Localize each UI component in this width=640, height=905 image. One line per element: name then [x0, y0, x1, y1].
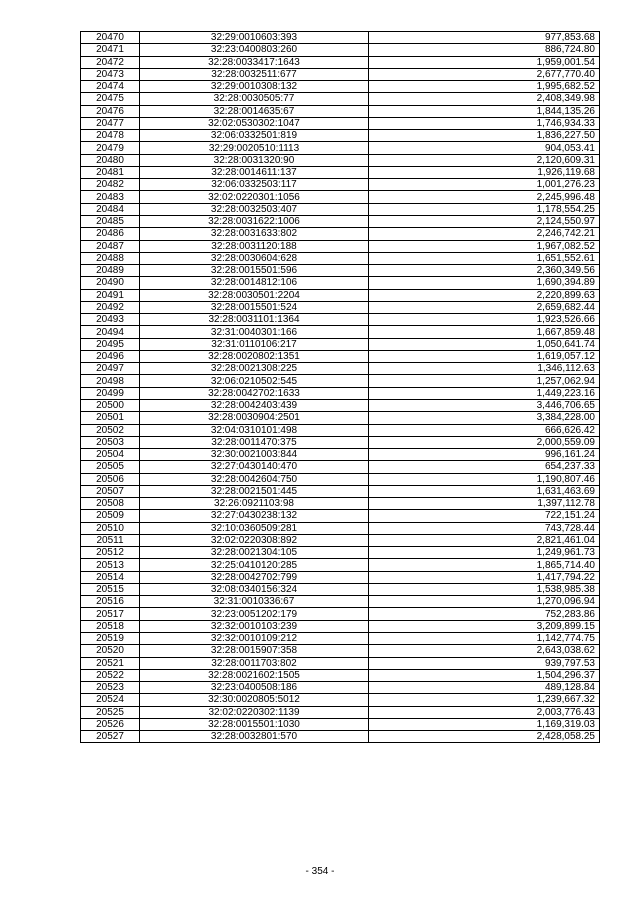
cadastral-code-cell: 32:02:0220301:1056 [140, 191, 369, 203]
table-row [81, 706, 600, 718]
table-row [81, 534, 600, 546]
cadastral-code-cell: 32:02:0220308:892 [140, 534, 369, 546]
amount-cell: 1,690,394.89 [369, 277, 600, 289]
table-row [81, 326, 600, 338]
amount-cell: 904,053.41 [369, 142, 600, 154]
amount-cell: 2,408,349.98 [369, 93, 600, 105]
cadastral-code-cell: 32:28:0021308:225 [140, 363, 369, 375]
cadastral-code-cell: 32:28:0015907:358 [140, 645, 369, 657]
amount-cell: 1,050,641.74 [369, 338, 600, 350]
table-row [81, 633, 600, 645]
table-row [81, 203, 600, 215]
row-number-cell: 20506 [81, 473, 140, 485]
amount-cell: 2,124,550.97 [369, 215, 600, 227]
row-number-cell: 20471 [81, 44, 140, 56]
cadastral-code-cell: 32:28:0021304:105 [140, 547, 369, 559]
table-row [81, 228, 600, 240]
table-row [81, 387, 600, 399]
row-number-cell: 20481 [81, 166, 140, 178]
cadastral-code-cell: 32:28:0030505:77 [140, 93, 369, 105]
table-row [81, 338, 600, 350]
cadastral-code-cell: 32:23:0051202:179 [140, 608, 369, 620]
cadastral-code-cell: 32:28:0042702:799 [140, 571, 369, 583]
row-number-cell: 20510 [81, 522, 140, 534]
table-row [81, 363, 600, 375]
row-number-cell: 20493 [81, 314, 140, 326]
table-row [81, 485, 600, 497]
cadastral-code-cell: 32:27:0430238:132 [140, 510, 369, 522]
table-row [81, 436, 600, 448]
cadastral-code-cell: 32:30:0021003:844 [140, 449, 369, 461]
amount-cell: 1,967,082.52 [369, 240, 600, 252]
row-number-cell: 20509 [81, 510, 140, 522]
row-number-cell: 20526 [81, 718, 140, 730]
row-number-cell: 20491 [81, 289, 140, 301]
table-row [81, 375, 600, 387]
cadastral-code-cell: 32:31:0010336:67 [140, 596, 369, 608]
row-number-cell: 20487 [81, 240, 140, 252]
table-row [81, 44, 600, 56]
amount-cell: 1,504,296.37 [369, 669, 600, 681]
row-number-cell: 20480 [81, 154, 140, 166]
row-number-cell: 20473 [81, 68, 140, 80]
cadastral-code-cell: 32:28:0033417:1643 [140, 56, 369, 68]
row-number-cell: 20502 [81, 424, 140, 436]
amount-cell: 2,220,899.63 [369, 289, 600, 301]
table-row [81, 498, 600, 510]
cadastral-code-cell: 32:28:0011470:375 [140, 436, 369, 448]
table-row [81, 130, 600, 142]
table-row [81, 718, 600, 730]
table-row [81, 350, 600, 362]
row-number-cell: 20498 [81, 375, 140, 387]
row-number-cell: 20474 [81, 81, 140, 93]
table-row [81, 191, 600, 203]
cadastral-code-cell: 32:28:0042702:1633 [140, 387, 369, 399]
row-number-cell: 20494 [81, 326, 140, 338]
row-number-cell: 20492 [81, 301, 140, 313]
cadastral-code-cell: 32:23:0400508:186 [140, 682, 369, 694]
table-row [81, 240, 600, 252]
cadastral-code-cell: 32:25:0410120:285 [140, 559, 369, 571]
amount-cell: 1,190,807.46 [369, 473, 600, 485]
amount-cell: 1,631,463.69 [369, 485, 600, 497]
amount-cell: 1,926,119.68 [369, 166, 600, 178]
cadastral-code-cell: 32:28:0032503:407 [140, 203, 369, 215]
table-row [81, 166, 600, 178]
row-number-cell: 20513 [81, 559, 140, 571]
row-number-cell: 20518 [81, 620, 140, 632]
table-row [81, 179, 600, 191]
amount-cell: 1,746,934.33 [369, 117, 600, 129]
cadastral-code-cell: 32:32:0010103:239 [140, 620, 369, 632]
amount-cell: 489,128.84 [369, 682, 600, 694]
amount-cell: 996,161.24 [369, 449, 600, 461]
amount-cell: 2,360,349.56 [369, 265, 600, 277]
amount-cell: 1,239,667.32 [369, 694, 600, 706]
row-number-cell: 20512 [81, 547, 140, 559]
table-row [81, 93, 600, 105]
amount-cell: 1,844,135.26 [369, 105, 600, 117]
amount-cell: 2,677,770.40 [369, 68, 600, 80]
table-row [81, 314, 600, 326]
amount-cell: 1,667,859.48 [369, 326, 600, 338]
cadastral-code-cell: 32:28:0020802:1351 [140, 350, 369, 362]
table-row [81, 301, 600, 313]
table-row [81, 289, 600, 301]
amount-cell: 1,001,276.23 [369, 179, 600, 191]
table-row [81, 56, 600, 68]
row-number-cell: 20525 [81, 706, 140, 718]
amount-cell: 977,853.68 [369, 32, 600, 44]
cadastral-code-cell: 32:28:0014611:137 [140, 166, 369, 178]
row-number-cell: 20508 [81, 498, 140, 510]
amount-cell: 939,797.53 [369, 657, 600, 669]
amount-cell: 1,270,096.94 [369, 596, 600, 608]
cadastral-code-cell: 32:06:0332503:117 [140, 179, 369, 191]
table-row [81, 449, 600, 461]
table-row [81, 559, 600, 571]
amount-cell: 1,417,794.22 [369, 571, 600, 583]
cadastral-code-cell: 32:32:0010109:212 [140, 633, 369, 645]
table-row [81, 547, 600, 559]
row-number-cell: 20489 [81, 265, 140, 277]
amount-cell: 2,000,559.09 [369, 436, 600, 448]
table-row [81, 154, 600, 166]
table-row [81, 32, 600, 44]
cadastral-code-cell: 32:28:0015501:596 [140, 265, 369, 277]
row-number-cell: 20515 [81, 583, 140, 595]
amount-cell: 1,397,112.78 [369, 498, 600, 510]
row-number-cell: 20478 [81, 130, 140, 142]
cadastral-code-cell: 32:28:0031633:802 [140, 228, 369, 240]
amount-cell: 1,959,001.54 [369, 56, 600, 68]
row-number-cell: 20521 [81, 657, 140, 669]
amount-cell: 1,865,714.40 [369, 559, 600, 571]
table-row [81, 657, 600, 669]
amount-cell: 722,151.24 [369, 510, 600, 522]
row-number-cell: 20522 [81, 669, 140, 681]
table-row [81, 694, 600, 706]
page-number: - 354 - [305, 866, 335, 877]
cadastral-code-cell: 32:28:0031320:90 [140, 154, 369, 166]
table-row [81, 252, 600, 264]
table-row [81, 669, 600, 681]
cadastral-code-cell: 32:04:0310101:498 [140, 424, 369, 436]
table-row [81, 142, 600, 154]
amount-cell: 1,619,057.12 [369, 350, 600, 362]
data-table [80, 31, 600, 743]
table-row [81, 117, 600, 129]
amount-cell: 3,446,706.65 [369, 399, 600, 411]
row-number-cell: 20505 [81, 461, 140, 473]
cadastral-code-cell: 32:31:0110106:217 [140, 338, 369, 350]
row-number-cell: 20475 [81, 93, 140, 105]
amount-cell: 1,169,319.03 [369, 718, 600, 730]
row-number-cell: 20470 [81, 32, 140, 44]
table-row [81, 473, 600, 485]
table-row [81, 399, 600, 411]
row-number-cell: 20490 [81, 277, 140, 289]
cadastral-code-cell: 32:28:0015501:524 [140, 301, 369, 313]
amount-cell: 1,995,682.52 [369, 81, 600, 93]
amount-cell: 1,249,961.73 [369, 547, 600, 559]
row-number-cell: 20503 [81, 436, 140, 448]
cadastral-code-cell: 32:28:0032511:677 [140, 68, 369, 80]
cadastral-code-cell: 32:10:0360509:281 [140, 522, 369, 534]
table-row [81, 105, 600, 117]
table-row [81, 215, 600, 227]
row-number-cell: 20488 [81, 252, 140, 264]
amount-cell: 666,626.42 [369, 424, 600, 436]
table-row [81, 620, 600, 632]
cadastral-code-cell: 32:28:0014812:106 [140, 277, 369, 289]
row-number-cell: 20500 [81, 399, 140, 411]
amount-cell: 1,449,223.16 [369, 387, 600, 399]
row-number-cell: 20482 [81, 179, 140, 191]
row-number-cell: 20497 [81, 363, 140, 375]
table-row [81, 461, 600, 473]
row-number-cell: 20511 [81, 534, 140, 546]
table-row [81, 412, 600, 424]
amount-cell: 886,724.80 [369, 44, 600, 56]
cadastral-code-cell: 32:31:0040301:166 [140, 326, 369, 338]
amount-cell: 654,237.33 [369, 461, 600, 473]
amount-cell: 2,643,038.62 [369, 645, 600, 657]
row-number-cell: 20483 [81, 191, 140, 203]
cadastral-code-cell: 32:06:0332501:819 [140, 130, 369, 142]
amount-cell: 1,257,062.94 [369, 375, 600, 387]
row-number-cell: 20519 [81, 633, 140, 645]
table-row [81, 583, 600, 595]
cadastral-code-cell: 32:23:0400803:260 [140, 44, 369, 56]
table-row [81, 682, 600, 694]
row-number-cell: 20527 [81, 731, 140, 743]
cadastral-code-cell: 32:29:0010603:393 [140, 32, 369, 44]
cadastral-code-cell: 32:28:0030904:2501 [140, 412, 369, 424]
table-row [81, 522, 600, 534]
cadastral-code-cell: 32:02:0530302:1047 [140, 117, 369, 129]
row-number-cell: 20486 [81, 228, 140, 240]
cadastral-code-cell: 32:28:0021602:1505 [140, 669, 369, 681]
cadastral-code-cell: 32:28:0031622:1006 [140, 215, 369, 227]
table-body [81, 32, 600, 743]
cadastral-code-cell: 32:06:0210502:545 [140, 375, 369, 387]
row-number-cell: 20507 [81, 485, 140, 497]
amount-cell: 2,246,742.21 [369, 228, 600, 240]
table-row [81, 265, 600, 277]
cadastral-code-cell: 32:28:0031120:188 [140, 240, 369, 252]
amount-cell: 1,142,774.75 [369, 633, 600, 645]
table-row [81, 571, 600, 583]
cadastral-code-cell: 32:28:0042403:439 [140, 399, 369, 411]
amount-cell: 2,245,996.48 [369, 191, 600, 203]
amount-cell: 1,651,552.61 [369, 252, 600, 264]
cadastral-code-cell: 32:28:0015501:1030 [140, 718, 369, 730]
amount-cell: 3,384,228.00 [369, 412, 600, 424]
row-number-cell: 20516 [81, 596, 140, 608]
cadastral-code-cell: 32:02:0220302:1139 [140, 706, 369, 718]
row-number-cell: 20495 [81, 338, 140, 350]
table-row [81, 596, 600, 608]
amount-cell: 2,659,682.44 [369, 301, 600, 313]
cadastral-code-cell: 32:28:0014635:67 [140, 105, 369, 117]
table-row [81, 510, 600, 522]
amount-cell: 1,538,985.38 [369, 583, 600, 595]
table-row [81, 608, 600, 620]
cadastral-code-cell: 32:29:0020510:1113 [140, 142, 369, 154]
amount-cell: 743,728.44 [369, 522, 600, 534]
table-row [81, 68, 600, 80]
cadastral-code-cell: 32:08:0340156:324 [140, 583, 369, 595]
cadastral-code-cell: 32:28:0030604:628 [140, 252, 369, 264]
row-number-cell: 20477 [81, 117, 140, 129]
row-number-cell: 20476 [81, 105, 140, 117]
row-number-cell: 20524 [81, 694, 140, 706]
amount-cell: 2,120,609.31 [369, 154, 600, 166]
amount-cell: 1,836,227.50 [369, 130, 600, 142]
amount-cell: 752,283.86 [369, 608, 600, 620]
row-number-cell: 20485 [81, 215, 140, 227]
table-row [81, 81, 600, 93]
cadastral-code-cell: 32:28:0011703:802 [140, 657, 369, 669]
cadastral-code-cell: 32:30:0020805:5012 [140, 694, 369, 706]
amount-cell: 2,003,776.43 [369, 706, 600, 718]
row-number-cell: 20514 [81, 571, 140, 583]
cadastral-code-cell: 32:28:0031101:1364 [140, 314, 369, 326]
row-number-cell: 20496 [81, 350, 140, 362]
cadastral-code-cell: 32:27:0430140:470 [140, 461, 369, 473]
row-number-cell: 20517 [81, 608, 140, 620]
row-number-cell: 20520 [81, 645, 140, 657]
cadastral-code-cell: 32:26:0921103:98 [140, 498, 369, 510]
cadastral-code-cell: 32:28:0021501:445 [140, 485, 369, 497]
row-number-cell: 20523 [81, 682, 140, 694]
amount-cell: 2,428,058.25 [369, 731, 600, 743]
table-row [81, 731, 600, 743]
cadastral-code-cell: 32:29:0010308:132 [140, 81, 369, 93]
row-number-cell: 20501 [81, 412, 140, 424]
amount-cell: 1,346,112.63 [369, 363, 600, 375]
row-number-cell: 20472 [81, 56, 140, 68]
table-row [81, 277, 600, 289]
amount-cell: 3,209,899.15 [369, 620, 600, 632]
cadastral-code-cell: 32:28:0030501:2204 [140, 289, 369, 301]
row-number-cell: 20504 [81, 449, 140, 461]
table-row [81, 645, 600, 657]
table-row [81, 424, 600, 436]
amount-cell: 1,178,554.25 [369, 203, 600, 215]
amount-cell: 1,923,526.66 [369, 314, 600, 326]
row-number-cell: 20484 [81, 203, 140, 215]
cadastral-code-cell: 32:28:0032801:570 [140, 731, 369, 743]
amount-cell: 2,821,461.04 [369, 534, 600, 546]
cadastral-code-cell: 32:28:0042604:750 [140, 473, 369, 485]
row-number-cell: 20499 [81, 387, 140, 399]
row-number-cell: 20479 [81, 142, 140, 154]
